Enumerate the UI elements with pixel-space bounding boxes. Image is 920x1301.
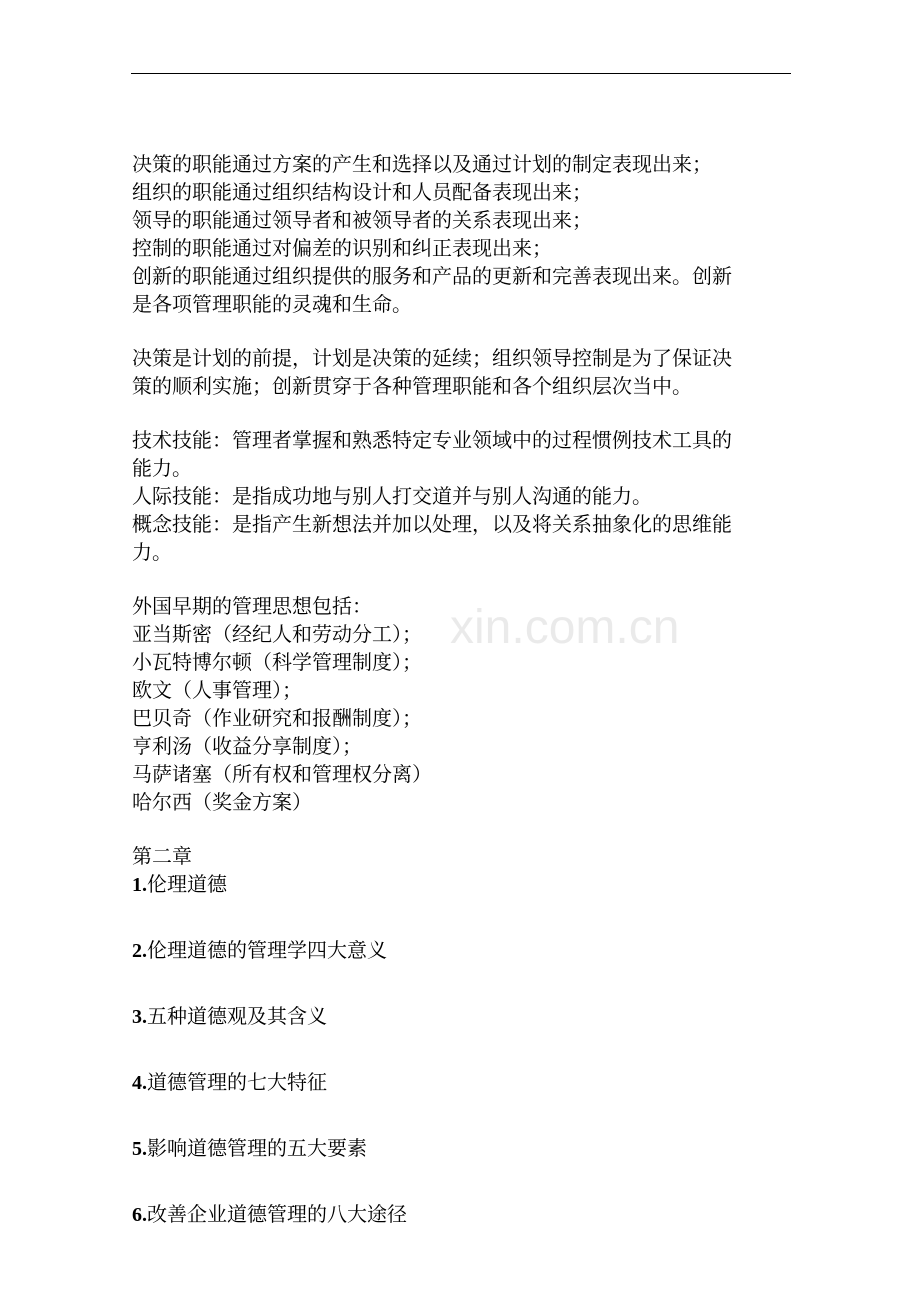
list-item: 小瓦特博尔顿（科学管理制度）；: [132, 650, 422, 674]
item-text: 改善企业道德管理的八大途径: [147, 1202, 407, 1226]
text-line: 概念技能：是指产生新想法并加以处理，以及将关系抽象化的思维能: [132, 512, 732, 536]
item-number: 4.: [132, 1072, 147, 1094]
item-gap: [132, 1030, 792, 1068]
chapter-item-list: [132, 870, 792, 1228]
text-line: 领导的职能通过领导者和被领导者的关系表现出来；: [132, 208, 592, 232]
item-text: 伦理道德: [147, 872, 227, 896]
watermark: xin.com.cn: [450, 601, 680, 654]
item-text: 五种道德观及其含义: [147, 1004, 327, 1028]
list-item: 巴贝奇（作业研究和报酬制度）；: [132, 706, 422, 730]
chapter-item: [132, 1068, 792, 1096]
paragraph-early-management-thought: [132, 592, 792, 816]
text-line: 决策是计划的前提，计划是决策的延续；组织领导控制是为了保证决: [132, 346, 732, 370]
item-gap: [132, 1162, 792, 1200]
item-number: 6.: [132, 1204, 147, 1226]
paragraph-management-functions: [132, 150, 792, 318]
paragraph-gap: [132, 566, 792, 592]
chapter-item: [132, 936, 792, 964]
text-line: 是各项管理职能的灵魂和生命。: [132, 292, 412, 316]
item-gap: [132, 898, 792, 936]
chapter-item: [132, 1002, 792, 1030]
item-text: 道德管理的七大特征: [147, 1070, 327, 1094]
text-line: 能力。: [132, 456, 192, 480]
chapter-title: 第二章: [132, 844, 192, 868]
chapter-item: [132, 1134, 792, 1162]
text-line: 决策的职能通过方案的产生和选择以及通过计划的制定表现出来；: [132, 152, 712, 176]
list-item: 亨利汤（收益分享制度）；: [132, 734, 362, 758]
list-item: 欧文（人事管理）；: [132, 678, 302, 702]
text-line: 外国早期的管理思想包括：: [132, 594, 372, 618]
list-item: 亚当斯密（经纪人和劳动分工）；: [132, 622, 422, 646]
item-number: 3.: [132, 1006, 147, 1028]
text-line: 力。: [132, 540, 172, 564]
list-item: 马萨诸塞（所有权和管理权分离）: [132, 762, 432, 786]
item-text: 影响道德管理的五大要素: [147, 1136, 367, 1160]
paragraph-gap: [132, 400, 792, 426]
paragraph-gap: [132, 816, 792, 842]
item-number: 5.: [132, 1138, 147, 1160]
document-body: [132, 150, 792, 1228]
item-number: 1.: [132, 874, 147, 896]
text-line: 控制的职能通过对偏差的识别和纠正表现出来；: [132, 236, 552, 260]
paragraph-manager-skills: [132, 426, 792, 566]
list-item: 哈尔西（奖金方案）: [132, 790, 312, 814]
item-gap: [132, 1096, 792, 1134]
text-line: 创新的职能通过组织提供的服务和产品的更新和完善表现出来。创新: [132, 264, 732, 288]
item-text: 伦理道德的管理学四大意义: [147, 938, 387, 962]
text-line: 策的顺利实施；创新贯穿于各种管理职能和各个组织层次当中。: [132, 374, 692, 398]
chapter-item: [132, 870, 792, 898]
header-rule: [131, 73, 791, 74]
paragraph-gap: [132, 318, 792, 344]
chapter-item: [132, 1200, 792, 1228]
item-gap: [132, 964, 792, 1002]
text-line: 人际技能：是指成功地与别人打交道并与别人沟通的能力。: [132, 484, 652, 508]
paragraph-decision-relationship: [132, 344, 792, 400]
text-line: 组织的职能通过组织结构设计和人员配备表现出来；: [132, 180, 592, 204]
item-number: 2.: [132, 940, 147, 962]
text-line: 技术技能：管理者掌握和熟悉特定专业领域中的过程惯例技术工具的: [132, 428, 732, 452]
